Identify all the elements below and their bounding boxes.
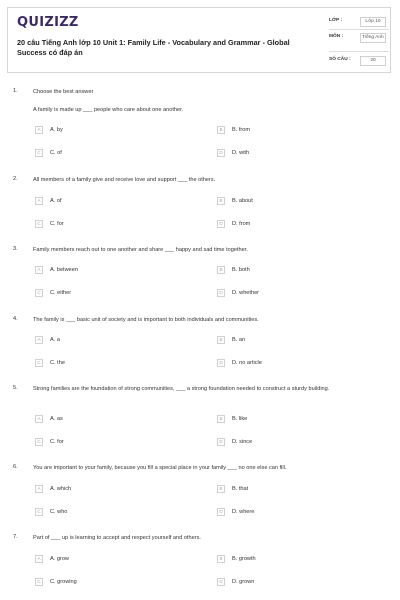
option-text: B. growth — [232, 556, 256, 562]
option-letter: A — [35, 197, 43, 205]
class-value: Lớp 10 — [360, 17, 386, 27]
option-text: A. between — [50, 267, 78, 273]
option-text: A. by — [50, 127, 63, 133]
option-letter: A — [35, 336, 43, 344]
question-text: Family members reach out to one another and share ___ happy and sad time together. — [33, 247, 248, 253]
worksheet-title: 20 câu Tiếng Anh lớp 10 Unit 1: Family Life - Vocabulary and Grammar - Global Success có đáp án — [17, 38, 290, 57]
question-number: 5. — [13, 385, 18, 391]
option-text: C. either — [50, 290, 72, 296]
question-number: 6. — [13, 464, 18, 470]
question-text: Choose the best answer — [33, 89, 94, 95]
option-text: D. from — [232, 221, 251, 227]
option-letter: D — [217, 220, 225, 228]
option-text: B. an — [232, 337, 246, 343]
option-letter: B — [217, 485, 225, 493]
question-text: Part of ___ up is learning to accept and respect yourself and others. — [33, 535, 201, 541]
option-text: C. for — [50, 439, 64, 445]
option-text: B. like — [232, 416, 248, 422]
option-text: C. for — [50, 221, 64, 227]
option-letter: C — [35, 578, 43, 586]
option-letter: B — [217, 336, 225, 344]
count-value: 20 — [360, 56, 386, 66]
option-letter: B — [217, 266, 225, 274]
option-text: B. that — [232, 486, 249, 492]
option-letter: C — [35, 508, 43, 516]
option-letter: B — [217, 415, 225, 423]
option-text: A. a — [50, 337, 60, 343]
question-subtext: A family is made up ___ people who care about one another. — [33, 107, 184, 113]
option-letter: B — [217, 126, 225, 134]
option-text: B. both — [232, 267, 250, 273]
worksheet-header — [7, 7, 391, 73]
question-text: You are important to your family, because you fill a special place in your family ___ no one else can fill. — [33, 465, 287, 471]
option-text: B. from — [232, 127, 251, 133]
option-letter: A — [35, 266, 43, 274]
option-letter: B — [217, 555, 225, 563]
subject-label: MÔN : — [329, 34, 344, 39]
question-number: 4. — [13, 316, 18, 322]
option-letter: C — [35, 289, 43, 297]
question-text: The family is ___ basic unit of society and is important to both individuals and communities. — [33, 317, 259, 323]
option-text: C. the — [50, 360, 65, 366]
question-number: 3. — [13, 246, 18, 252]
option-letter: A — [35, 126, 43, 134]
option-letter: A — [35, 555, 43, 563]
option-letter: B — [217, 197, 225, 205]
option-letter: D — [217, 359, 225, 367]
option-text: B. about — [232, 198, 253, 204]
question-text: All members of a family give and receive love and support ___ the others. — [33, 177, 216, 183]
option-letter: D — [217, 438, 225, 446]
option-text: C. of — [50, 150, 62, 156]
option-text: C. who — [50, 509, 68, 515]
option-text: D. with — [232, 150, 250, 156]
option-letter: D — [217, 149, 225, 157]
option-text: A. grow — [50, 556, 69, 562]
option-letter: C — [35, 149, 43, 157]
option-letter: A — [35, 485, 43, 493]
option-text: D. whether — [232, 290, 260, 296]
option-text: A. which — [50, 486, 72, 492]
option-letter: D — [217, 578, 225, 586]
option-text: C. growing — [50, 579, 77, 585]
class-label: LỚP : — [329, 18, 343, 23]
option-letter: A — [35, 415, 43, 423]
option-letter: C — [35, 220, 43, 228]
option-letter: C — [35, 359, 43, 367]
question-number: 2. — [13, 176, 18, 182]
meta-divider — [329, 51, 389, 52]
option-letter: D — [217, 289, 225, 297]
question-number: 7. — [13, 534, 18, 540]
option-text: D. since — [232, 439, 253, 445]
option-text: D. grown — [232, 579, 255, 585]
option-letter: C — [35, 438, 43, 446]
question-text: Strong families are the foundation of strong communities, ___ a strong foundation needed to construct a sturdy building. — [33, 386, 330, 392]
subject-value: Tiếng Anh — [360, 33, 386, 43]
option-text: D. no article — [232, 360, 262, 366]
option-text: D. where — [232, 509, 255, 515]
count-label: SỐ CÂU : — [329, 57, 351, 62]
meta-divider — [329, 29, 389, 30]
option-letter: D — [217, 508, 225, 516]
option-text: A. of — [50, 198, 62, 204]
option-text: A. as — [50, 416, 63, 422]
quizizz-logo: QUIZIZZ — [17, 15, 79, 30]
question-number: 1. — [13, 88, 18, 94]
